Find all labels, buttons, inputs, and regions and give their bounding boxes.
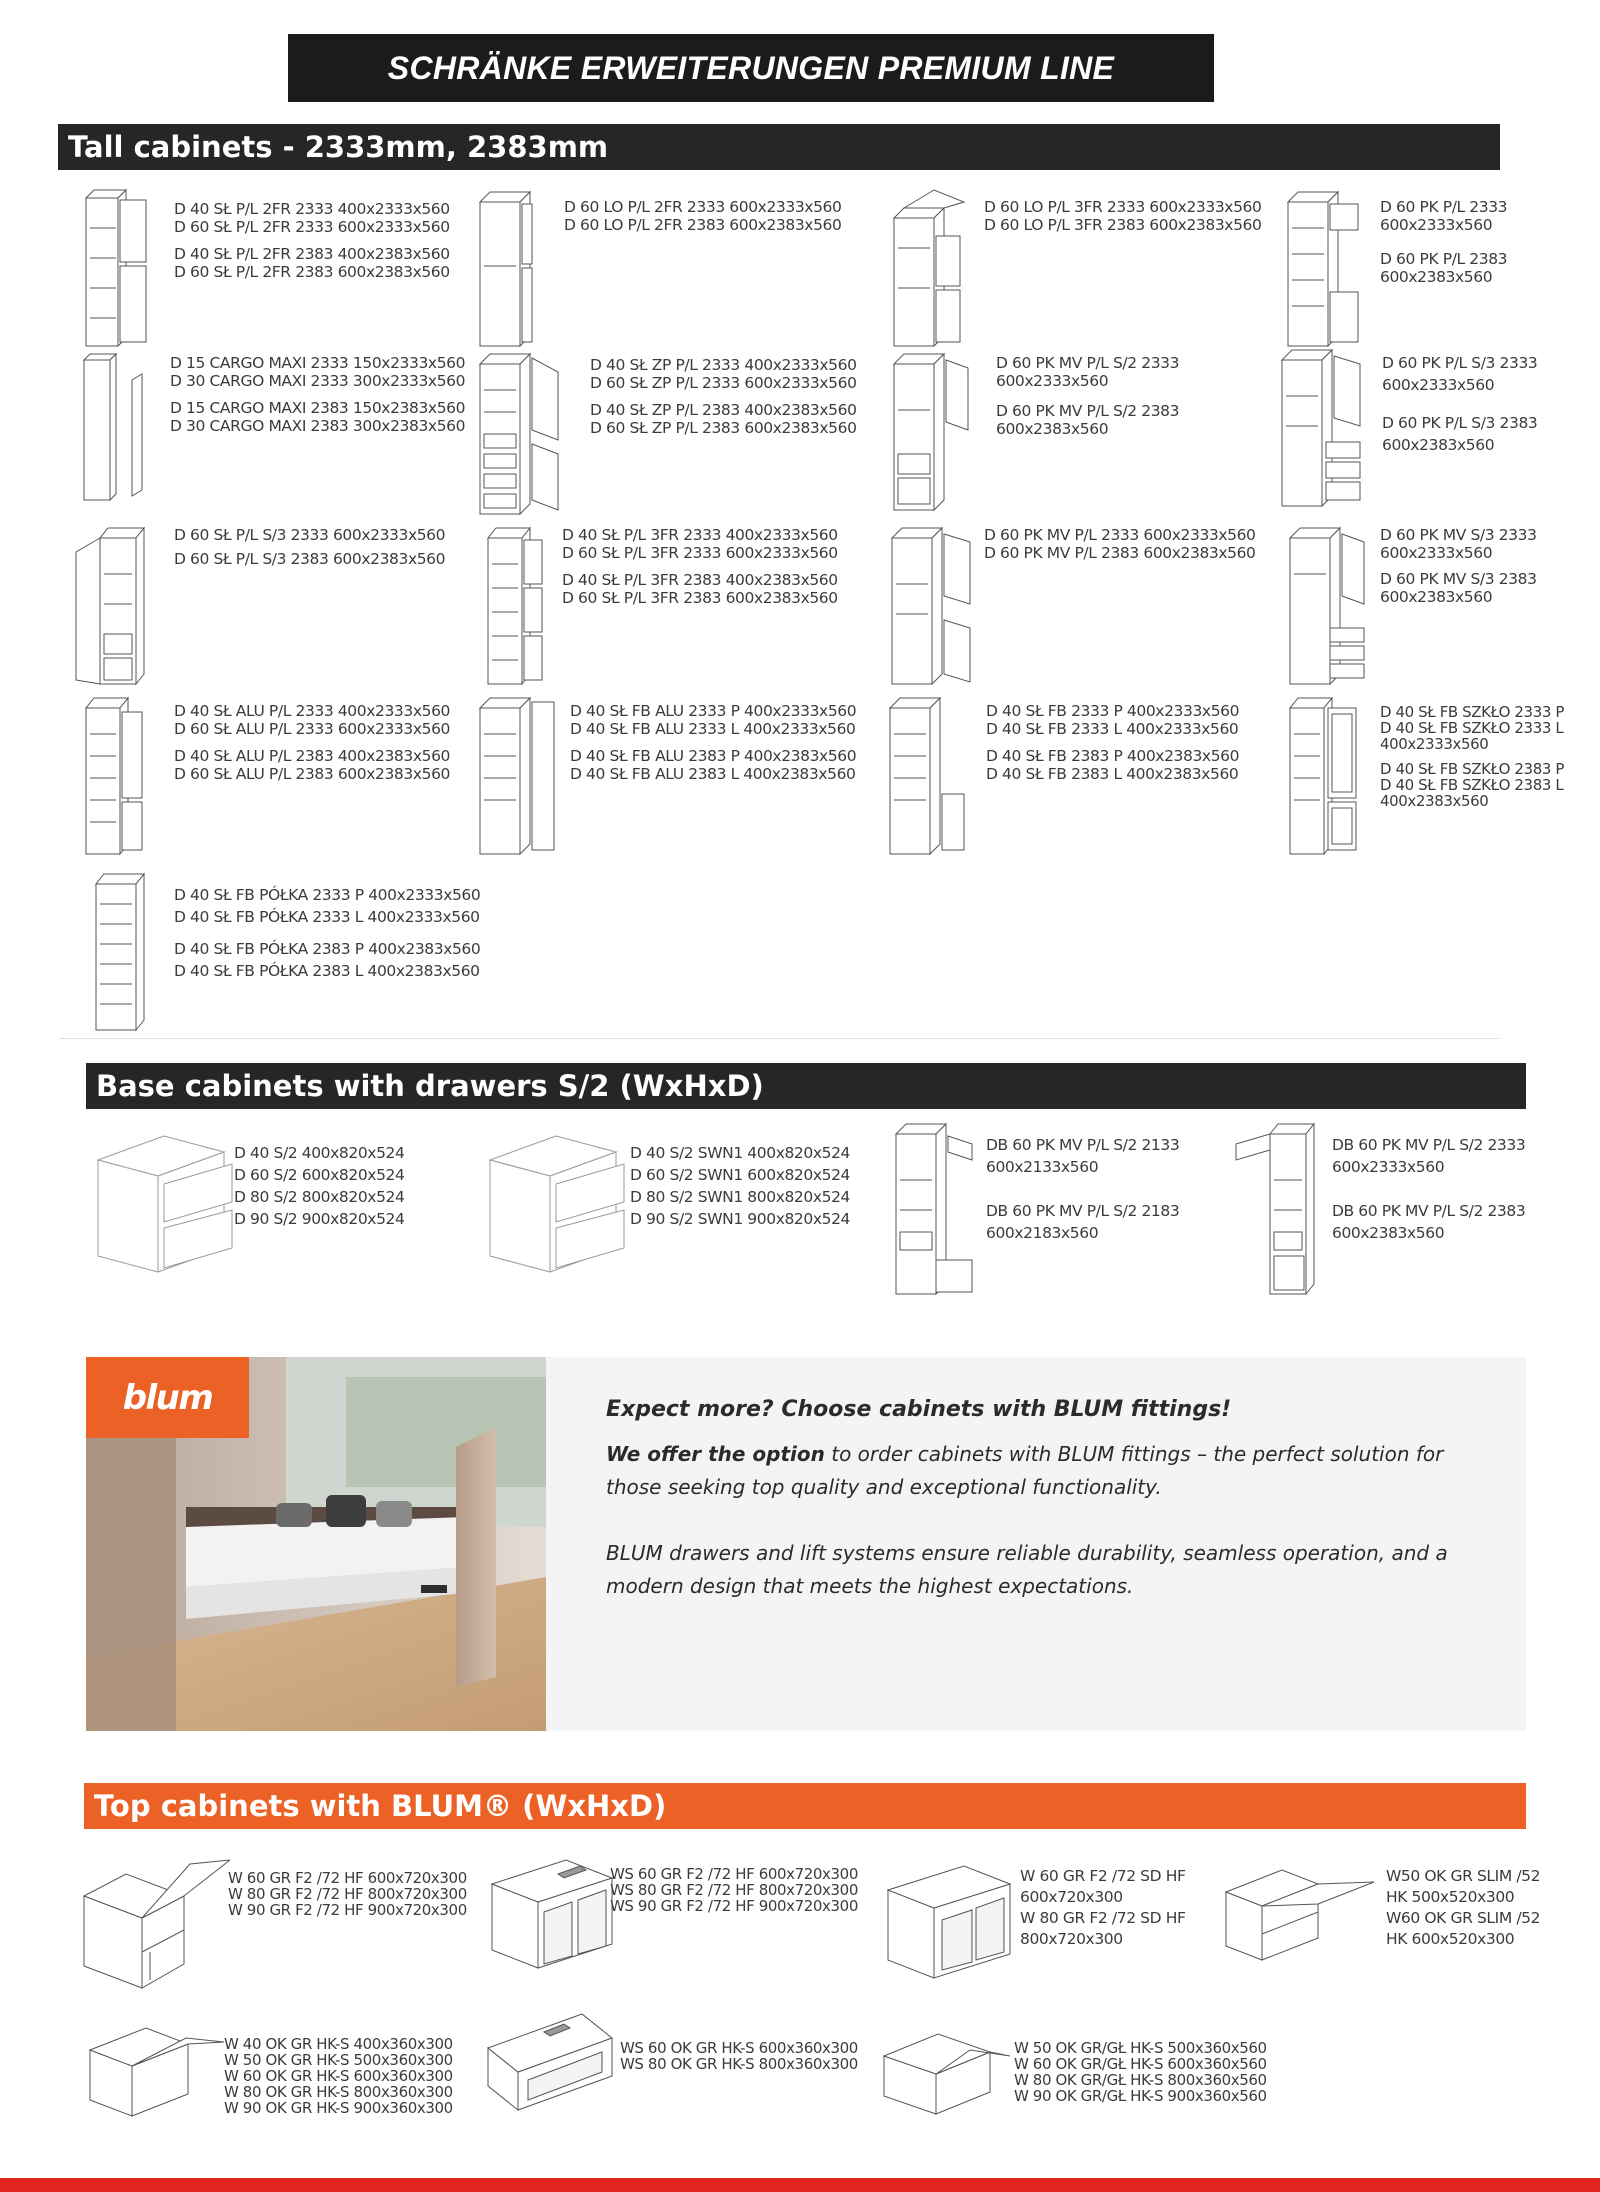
section-title-base-cabinets: Base cabinets with drawers S/2 (WxHxD) xyxy=(86,1063,1526,1109)
product-codes: D 40 SŁ FB PÓŁKA 2333 P 400x2333x560 D 40 SŁ FB PÓŁKA 2333 L 400x2333x560 D 40 SŁ FB PÓŁKA 2383 P 400x2383x560 D 40 SŁ FB PÓŁKA 2383 L 400x2383x560 xyxy=(174,886,481,980)
product-codes: DB 60 PK MV P/L S/2 2133 600x2133x560 DB 60 PK MV P/L S/2 2183 600x2183x560 xyxy=(986,1136,1180,1242)
product-codes: D 60 PK MV P/L 2333 600x2333x560 D 60 PK MV P/L 2383 600x2383x560 xyxy=(984,526,1256,562)
cabinet-drawing xyxy=(1276,346,1376,511)
product-codes: D 40 S/2 400x820x524 D 60 S/2 600x820x524 D 80 S/2 800x820x524 D 90 S/2 900x820x524 xyxy=(234,1144,405,1228)
blum-paragraph-1: We offer the option to order cabinets with BLUM fittings – the perfect solution for those seeking top quality and exceptional functionality. xyxy=(606,1442,1444,1499)
cabinet-drawing xyxy=(886,524,986,689)
product-codes: D 15 CARGO MAXI 2333 150x2333x560 D 30 CARGO MAXI 2333 300x2333x560 D 15 CARGO MAXI 2383 150x2383x560 D 30 CARGO MAXI 2383 300x2383x560 xyxy=(170,354,466,435)
product-codes: D 60 LO P/L 3FR 2333 600x2333x560 D 60 LO P/L 3FR 2383 600x2383x560 xyxy=(984,198,1262,234)
blum-promo xyxy=(86,1357,1526,1731)
product-codes: D 60 PK MV S/3 2333 600x2333x560 D 60 PK MV S/3 2383 600x2383x560 xyxy=(1380,526,1537,606)
cabinet-drawing xyxy=(474,350,584,520)
product-codes: WS 60 GR F2 /72 HF 600x720x300 WS 80 GR F2 /72 HF 800x720x300 WS 90 GR F2 /72 HF 900x720x300 xyxy=(610,1865,858,1915)
cabinet-drawing xyxy=(86,870,161,1035)
cabinet-drawing xyxy=(884,694,984,859)
wall-cabinet-drawing xyxy=(484,2010,624,2120)
base-cabinet-drawing xyxy=(94,1130,234,1280)
product-codes: W 60 GR F2 /72 HF 600x720x300 W 80 GR F2 /72 HF 800x720x300 W 90 GR F2 /72 HF 900x720x300 xyxy=(228,1869,467,1919)
section-title-top-cabinets: Top cabinets with BLUM® (WxHxD) xyxy=(84,1783,1526,1829)
product-codes: D 60 PK P/L S/3 2333 600x2333x560 D 60 PK P/L S/3 2383 600x2383x560 xyxy=(1382,354,1538,454)
section-divider xyxy=(60,1038,1500,1039)
product-codes: D 40 S/2 SWN1 400x820x524 D 60 S/2 SWN1 600x820x524 D 80 S/2 SWN1 800x820x524 D 90 S/2 SWN1 900x820x524 xyxy=(630,1144,851,1228)
wall-cabinet-drawing xyxy=(80,1856,230,1996)
product-codes: WS 60 OK GR HK-S 600x360x300 WS 80 OK GR HK-S 800x360x300 xyxy=(620,2039,858,2073)
cabinet-drawing xyxy=(474,694,574,859)
product-codes: W 50 OK GR/GŁ HK-S 500x360x560 W 60 OK GR/GŁ HK-S 600x360x560 W 80 OK GR/GŁ HK-S 800x360x560 W 90 OK GR/GŁ HK-S 900x360x560 xyxy=(1014,2039,1267,2105)
product-codes: D 60 LO P/L 2FR 2333 600x2333x560 D 60 LO P/L 2FR 2383 600x2383x560 xyxy=(564,198,842,234)
wall-cabinet-drawing xyxy=(1222,1856,1382,1966)
blum-logo: blum xyxy=(86,1357,249,1438)
product-codes: D 40 SŁ FB SZKŁO 2333 P D 40 SŁ FB SZKŁO 2333 L 400x2333x560 D 40 SŁ FB SZKŁO 2383 P D 40 SŁ FB SZKŁO 2383 L 400x2383x560 xyxy=(1380,703,1565,810)
product-codes: DB 60 PK MV P/L S/2 2333 600x2333x560 DB 60 PK MV P/L S/2 2383 600x2383x560 xyxy=(1332,1136,1526,1242)
product-codes: W 40 OK GR HK-S 400x360x300 W 50 OK GR HK-S 500x360x300 W 60 OK GR HK-S 600x360x300 W 80 OK GR HK-S 800x360x300 W 90 OK GR HK-S 900x360x300 xyxy=(224,2035,453,2117)
cabinet-drawing xyxy=(1230,1120,1340,1298)
blum-text-block xyxy=(606,1397,1486,1603)
page-title: SCHRÄNKE ERWEITERUNGEN PREMIUM LINE xyxy=(288,34,1214,102)
blum-paragraph-2: BLUM drawers and lift systems ensure reliable durability, seamless operation, and a modern design that meets the highest expectations. xyxy=(606,1541,1448,1598)
product-codes: D 60 SŁ P/L S/3 2333 600x2333x560 D 60 SŁ P/L S/3 2383 600x2383x560 xyxy=(174,526,446,568)
wall-cabinet-drawing xyxy=(488,1856,618,1976)
cabinet-drawing xyxy=(888,188,978,348)
wall-cabinet-drawing xyxy=(86,2022,226,2122)
cabinet-drawing xyxy=(1282,188,1372,348)
section-title-tall-cabinets: Tall cabinets - 2333mm, 2383mm xyxy=(58,124,1500,170)
cabinet-drawing xyxy=(1284,694,1379,859)
product-codes: D 60 PK MV P/L S/2 2333 600x2333x560 D 60 PK MV P/L S/2 2383 600x2383x560 xyxy=(996,354,1180,438)
product-codes: D 60 PK P/L 2333 600x2333x560 D 60 PK P/L 2383 600x2383x560 xyxy=(1380,198,1508,286)
product-codes: D 40 SŁ P/L 3FR 2333 400x2333x560 D 60 SŁ P/L 3FR 2333 600x2333x560 D 40 SŁ P/L 3FR 2383 400x2383x560 D 60 SŁ P/L 3FR 2383 600x2383x560 xyxy=(562,526,838,607)
base-cabinet-drawing xyxy=(486,1130,626,1280)
wall-cabinet-drawing xyxy=(884,1856,1014,1986)
product-codes: W50 OK GR SLIM /52 HK 500x520x300 W60 OK GR SLIM /52 HK 600x520x300 xyxy=(1386,1867,1541,1948)
blum-drawer-photo xyxy=(86,1357,546,1731)
product-codes: D 40 SŁ ZP P/L 2333 400x2333x560 D 60 SŁ ZP P/L 2333 600x2333x560 D 40 SŁ ZP P/L 2383 400x2383x560 D 60 SŁ ZP P/L 2383 600x2383x560 xyxy=(590,356,857,437)
product-codes: D 40 SŁ FB ALU 2333 P 400x2333x560 D 40 SŁ FB ALU 2333 L 400x2333x560 D 40 SŁ FB ALU 2383 P 400x2383x560 D 40 SŁ FB ALU 2383 L 400x2383x560 xyxy=(570,702,857,783)
cabinet-drawing xyxy=(890,1120,990,1298)
product-codes: D 40 SŁ FB 2333 P 400x2333x560 D 40 SŁ FB 2333 L 400x2333x560 D 40 SŁ FB 2383 P 400x2383x560 D 40 SŁ FB 2383 L 400x2383x560 xyxy=(986,702,1240,783)
cabinet-drawing xyxy=(70,524,170,689)
cabinet-drawing xyxy=(80,350,155,505)
product-codes: D 40 SŁ ALU P/L 2333 400x2333x560 D 60 SŁ ALU P/L 2333 600x2333x560 D 40 SŁ ALU P/L 2383 400x2383x560 D 60 SŁ ALU P/L 2383 600x2383x560 xyxy=(174,702,450,783)
product-codes: W 60 GR F2 /72 SD HF 600x720x300 W 80 GR F2 /72 SD HF 800x720x300 xyxy=(1020,1867,1186,1948)
cabinet-drawing xyxy=(888,350,988,515)
footer-bar xyxy=(0,2178,1600,2192)
cabinet-drawing xyxy=(80,694,160,859)
cabinet-drawing xyxy=(474,188,564,348)
cabinet-drawing xyxy=(80,188,155,348)
blum-heading: Expect more? Choose cabinets with BLUM fittings! xyxy=(606,1397,1232,1422)
wall-cabinet-drawing xyxy=(880,2030,1020,2120)
product-codes: D 40 SŁ P/L 2FR 2333 400x2333x560 D 60 SŁ P/L 2FR 2333 600x2333x560 D 40 SŁ P/L 2FR 2383 400x2383x560 D 60 SŁ P/L 2FR 2383 600x2383x560 xyxy=(174,200,450,281)
cabinet-drawing xyxy=(1284,524,1384,689)
